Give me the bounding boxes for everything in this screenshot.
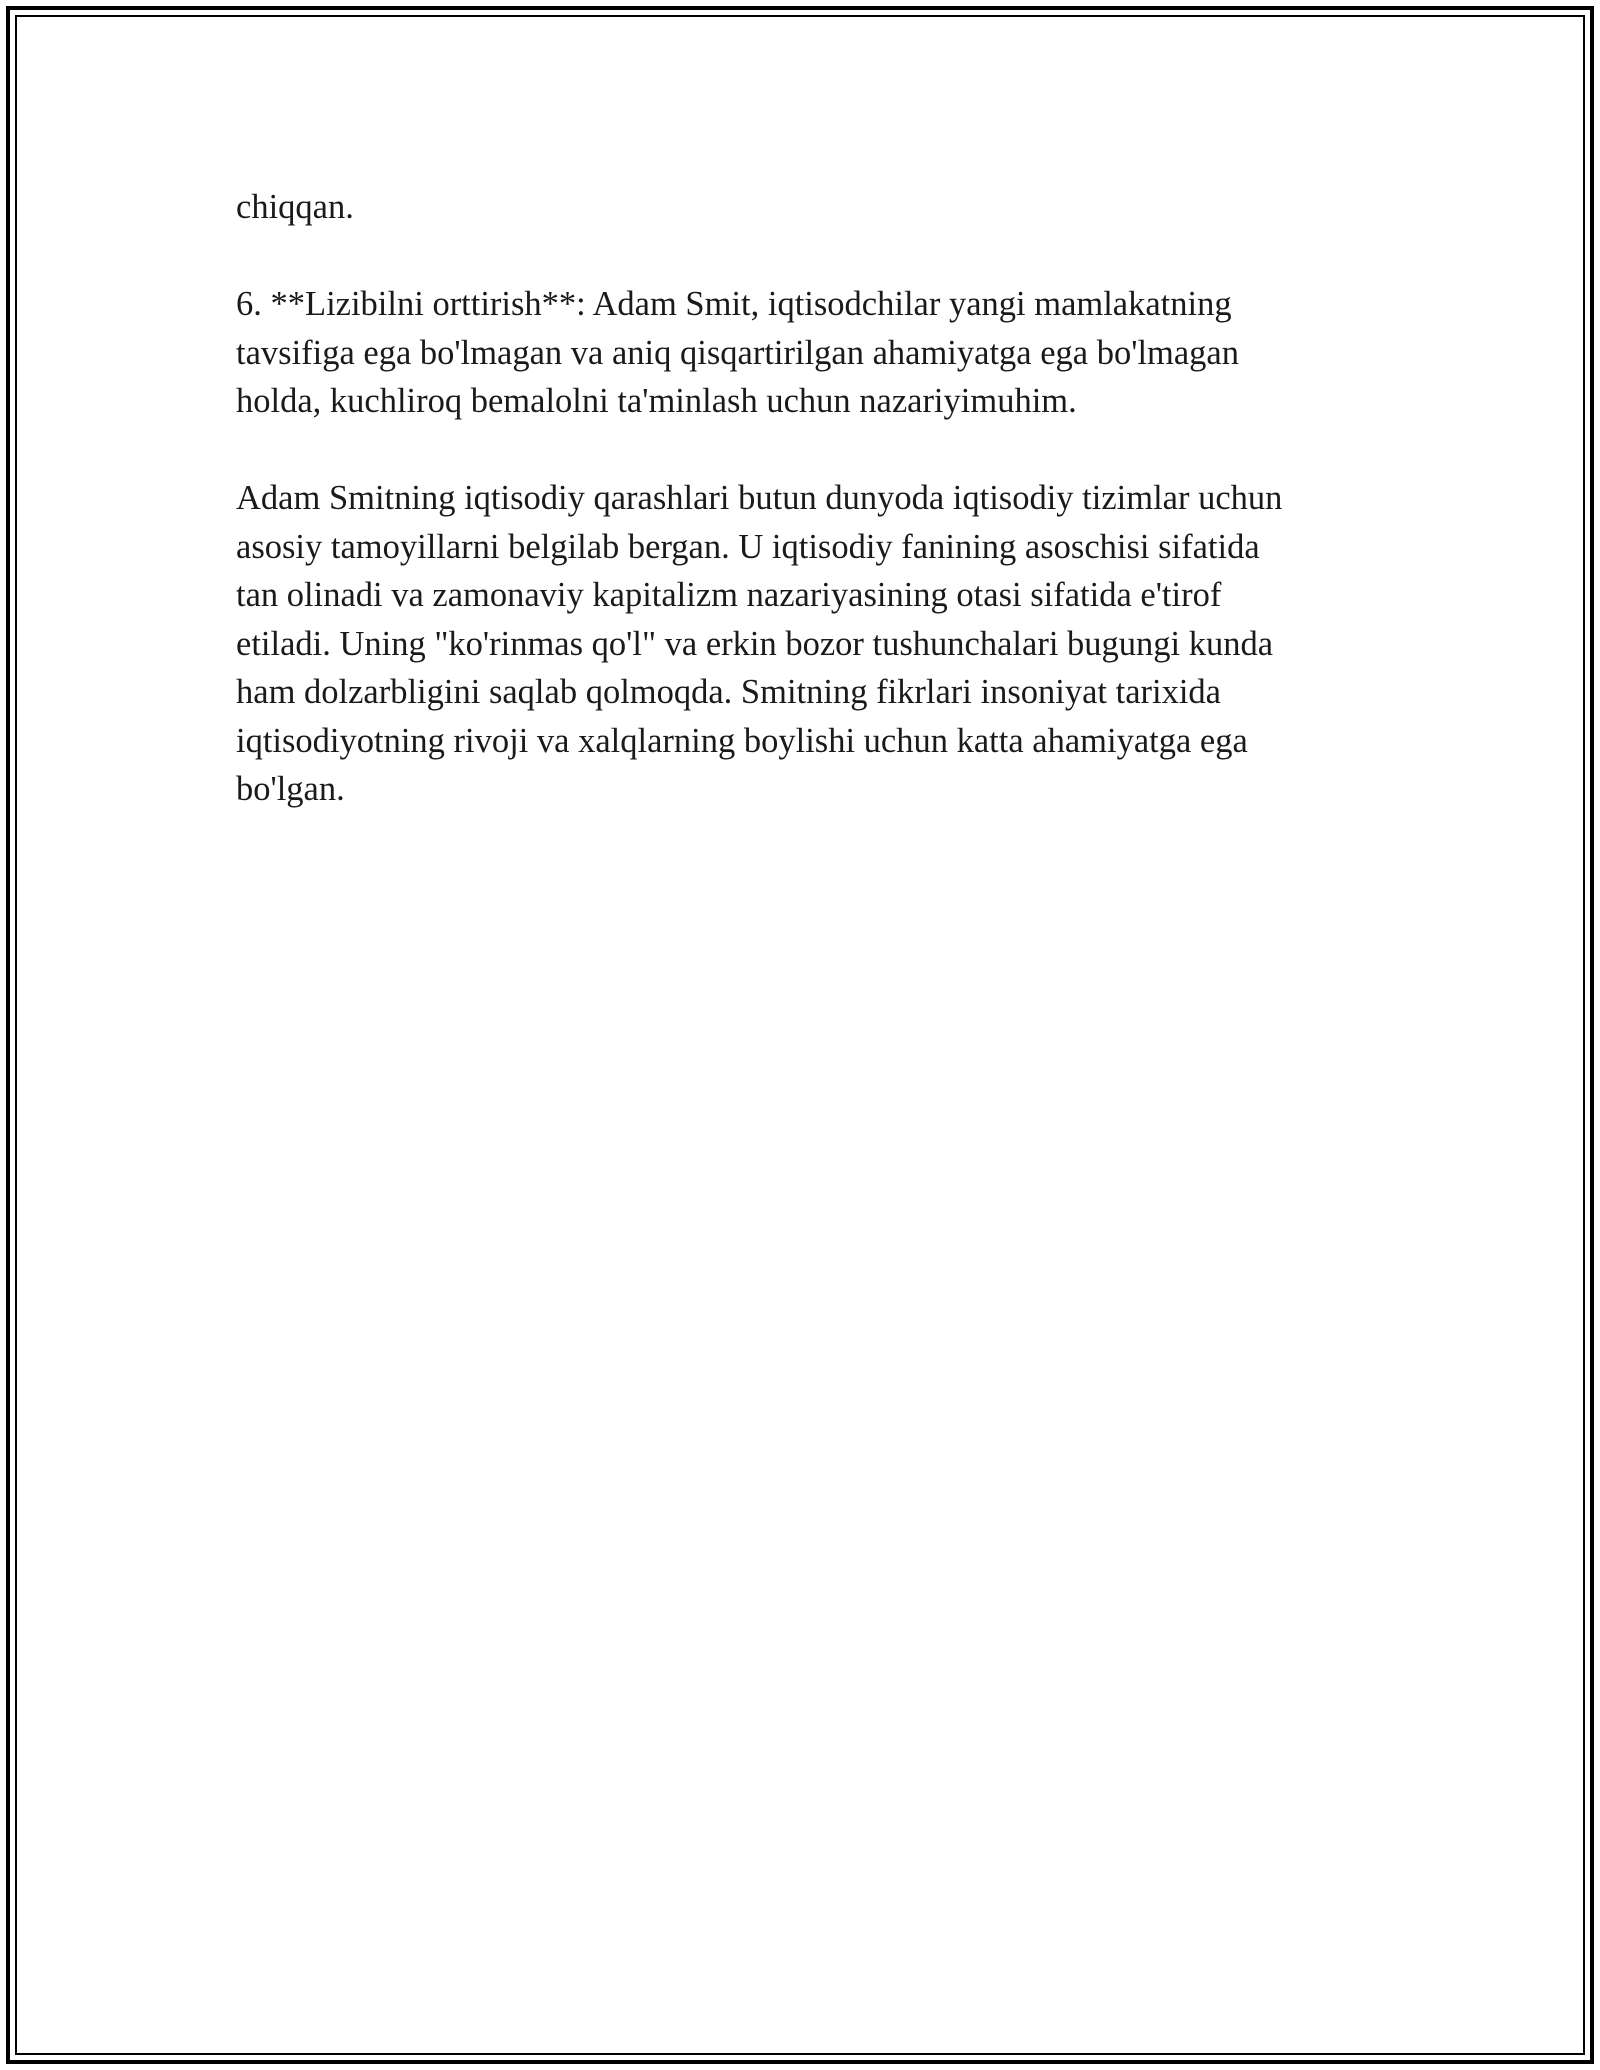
text-line: chiqqan. <box>236 188 354 226</box>
text-line: Adam Smitning iqtisodiy qarashlari butun dunyoda iqtisodiy tizimlar uchun <box>236 479 1283 517</box>
text-line: holda, kuchliroq bemalolni ta'minlash uchun nazariyimuhim. <box>236 382 1077 420</box>
text-line: etiladi. Uning "ko'rinmas qo'l" va erkin bozor tushunchalari bugungi kunda <box>236 624 1274 663</box>
paragraph-continuation <box>236 183 1356 232</box>
text-line: tavsifiga ega bo'lmagan va aniq qisqartirilgan ahamiyatga ega bo'lmagan <box>236 333 1239 372</box>
text-line: bo'lgan. <box>236 770 345 808</box>
document-body <box>236 183 1356 862</box>
text-line: 6. **Lizibilni orttirish**: Adam Smit, iqtisodchilar yangi mamlakatning <box>236 285 1232 323</box>
text-line: tan olinadi va zamonaviy kapitalizm nazariyasining otasi sifatida e'tirof <box>236 576 1222 614</box>
text-line: iqtisodiyotning rivoji va xalqlarning boylishi uchun katta ahamiyatga ega <box>236 721 1248 760</box>
paragraph-list-item-6 <box>236 280 1356 426</box>
text-line: ham dolzarbligini saqlab qolmoqda. Smitning fikrlari insoniyat tarixida <box>236 673 1221 711</box>
paragraph-conclusion <box>236 474 1356 814</box>
text-line: asosiy tamoyillarni belgilab bergan. U iqtisodiy fanining asoschisi sifatida <box>236 527 1260 566</box>
